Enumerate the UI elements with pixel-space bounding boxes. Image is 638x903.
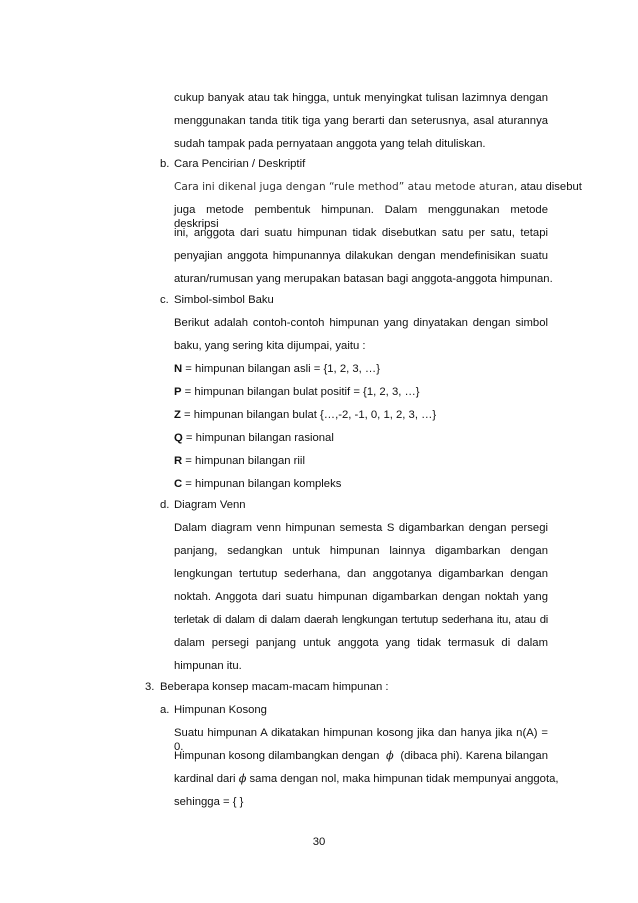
section-d-line-7: himpunan itu.: [174, 660, 242, 672]
section-d-line-2: panjang, sedangkan untuk himpunan lainnya digambarkan dengan: [174, 545, 548, 557]
section-d-line-4: noktah. Anggota dari suatu himpunan digambarkan dengan noktah yang: [174, 591, 548, 603]
symbol-n: N: [174, 363, 183, 375]
section-3-label: 3.: [145, 681, 155, 693]
symbol-row-n: [174, 362, 380, 376]
section-3a-line-3-pre: kardinal dari: [174, 773, 236, 785]
section-3a-label: a.: [160, 704, 170, 716]
symbol-r-text: = himpunan bilangan riil: [182, 455, 305, 467]
symbol-c: C: [174, 478, 183, 490]
section-c-line-1: Berikut adalah contoh-contoh himpunan yang dinyatakan dengan simbol: [174, 317, 548, 329]
symbol-row-c: [174, 477, 341, 491]
section-b-callout: Cara ini dikenal juga dengan “rule method” atau metode aturan,: [174, 181, 518, 193]
section-3a-line-4: sehingga = { }: [174, 796, 244, 808]
section-b-line-4: aturan/rumusan yang merupakan batasan bagi anggota-anggota himpunan.: [174, 273, 553, 285]
section-c-line-2: baku, yang sering kita dijumpai, yaitu :: [174, 340, 366, 352]
section-d-heading: Diagram Venn: [174, 499, 246, 511]
symbol-z: Z: [174, 409, 181, 421]
symbol-row-z: [174, 408, 436, 422]
section-b-callout-tail: atau disebut: [517, 181, 582, 193]
symbol-p-text: = himpunan bilangan bulat positif = {1, 2, 3, …}: [181, 386, 420, 398]
section-c-label: c.: [160, 294, 169, 306]
section-c-heading: Simbol-simbol Baku: [174, 294, 274, 306]
section-d-line-1: Dalam diagram venn himpunan semesta S digambarkan dengan persegi: [174, 522, 548, 534]
section-d-line-5: terletak di dalam di dalam daerah lengkungan tertutup sederhana itu, atau di: [174, 614, 548, 626]
section-b-line-1: juga metode pembentuk himpunan. Dalam menggunakan metode deskripsi: [174, 204, 548, 230]
section-d-line-6: dalam persegi panjang untuk anggota yang tidak termasuk di dalam: [174, 637, 548, 649]
symbol-row-r: [174, 454, 305, 468]
section-3a-heading: Himpunan Kosong: [174, 704, 267, 716]
symbol-q: Q: [174, 432, 183, 444]
symbol-row-q: [174, 431, 334, 445]
symbol-c-text: = himpunan bilangan kompleks: [182, 478, 342, 490]
intro-line-3: sudah tampak pada pernyataan anggota yang telah dituliskan.: [174, 138, 486, 150]
phi-symbol: ϕ: [386, 749, 394, 762]
symbol-n-text: = himpunan bilangan asli = {1, 2, 3, …}: [182, 363, 381, 375]
section-3a-line-2: [174, 749, 548, 763]
section-b-callout-line: [174, 180, 582, 194]
section-b-line-3: penyajian anggota himpunannya dilakukan dengan mendefinisikan suatu: [174, 250, 548, 262]
section-b-line-2: ini, anggota dari suatu himpunan tidak disebutkan satu per satu, tetapi: [174, 227, 548, 239]
symbol-row-p: [174, 385, 420, 399]
section-b-heading: Cara Pencirian / Deskriptif: [174, 158, 306, 170]
section-3a-line-3: [174, 772, 559, 786]
section-3a-line-3-post: sama dengan nol, maka himpunan tidak mempunyai anggota,: [249, 773, 559, 785]
section-3a-line-1: Suatu himpunan A dikatakan himpunan kosong jika dan hanya jika n(A) = 0.: [174, 727, 548, 753]
section-3a-line-2-pre: Himpunan kosong dilambangkan dengan: [174, 750, 380, 762]
symbol-r: R: [174, 455, 183, 467]
intro-line-1: cukup banyak atau tak hingga, untuk menyingkat tulisan lazimnya dengan: [174, 92, 548, 104]
intro-line-2: menggunakan tanda titik tiga yang berarti dan seterusnya, asal aturannya: [174, 115, 548, 127]
page-number: 30: [312, 836, 326, 848]
section-d-line-3: lengkungan tertutup sederhana, dan anggotanya digambarkan dengan: [174, 568, 548, 580]
symbol-z-text: = himpunan bilangan bulat {…,-2, -1, 0, 1, 2, 3, …}: [180, 409, 437, 421]
symbol-q-text: = himpunan bilangan rasional: [182, 432, 334, 444]
phi-symbol-2: ϕ: [238, 772, 247, 785]
section-3-heading: Beberapa konsep macam-macam himpunan :: [160, 681, 389, 693]
section-d-label: d.: [160, 499, 170, 511]
symbol-p: P: [174, 386, 182, 398]
section-3a-line-2-post: (dibaca phi). Karena bilangan: [400, 750, 548, 762]
section-b-label: b.: [160, 158, 170, 170]
